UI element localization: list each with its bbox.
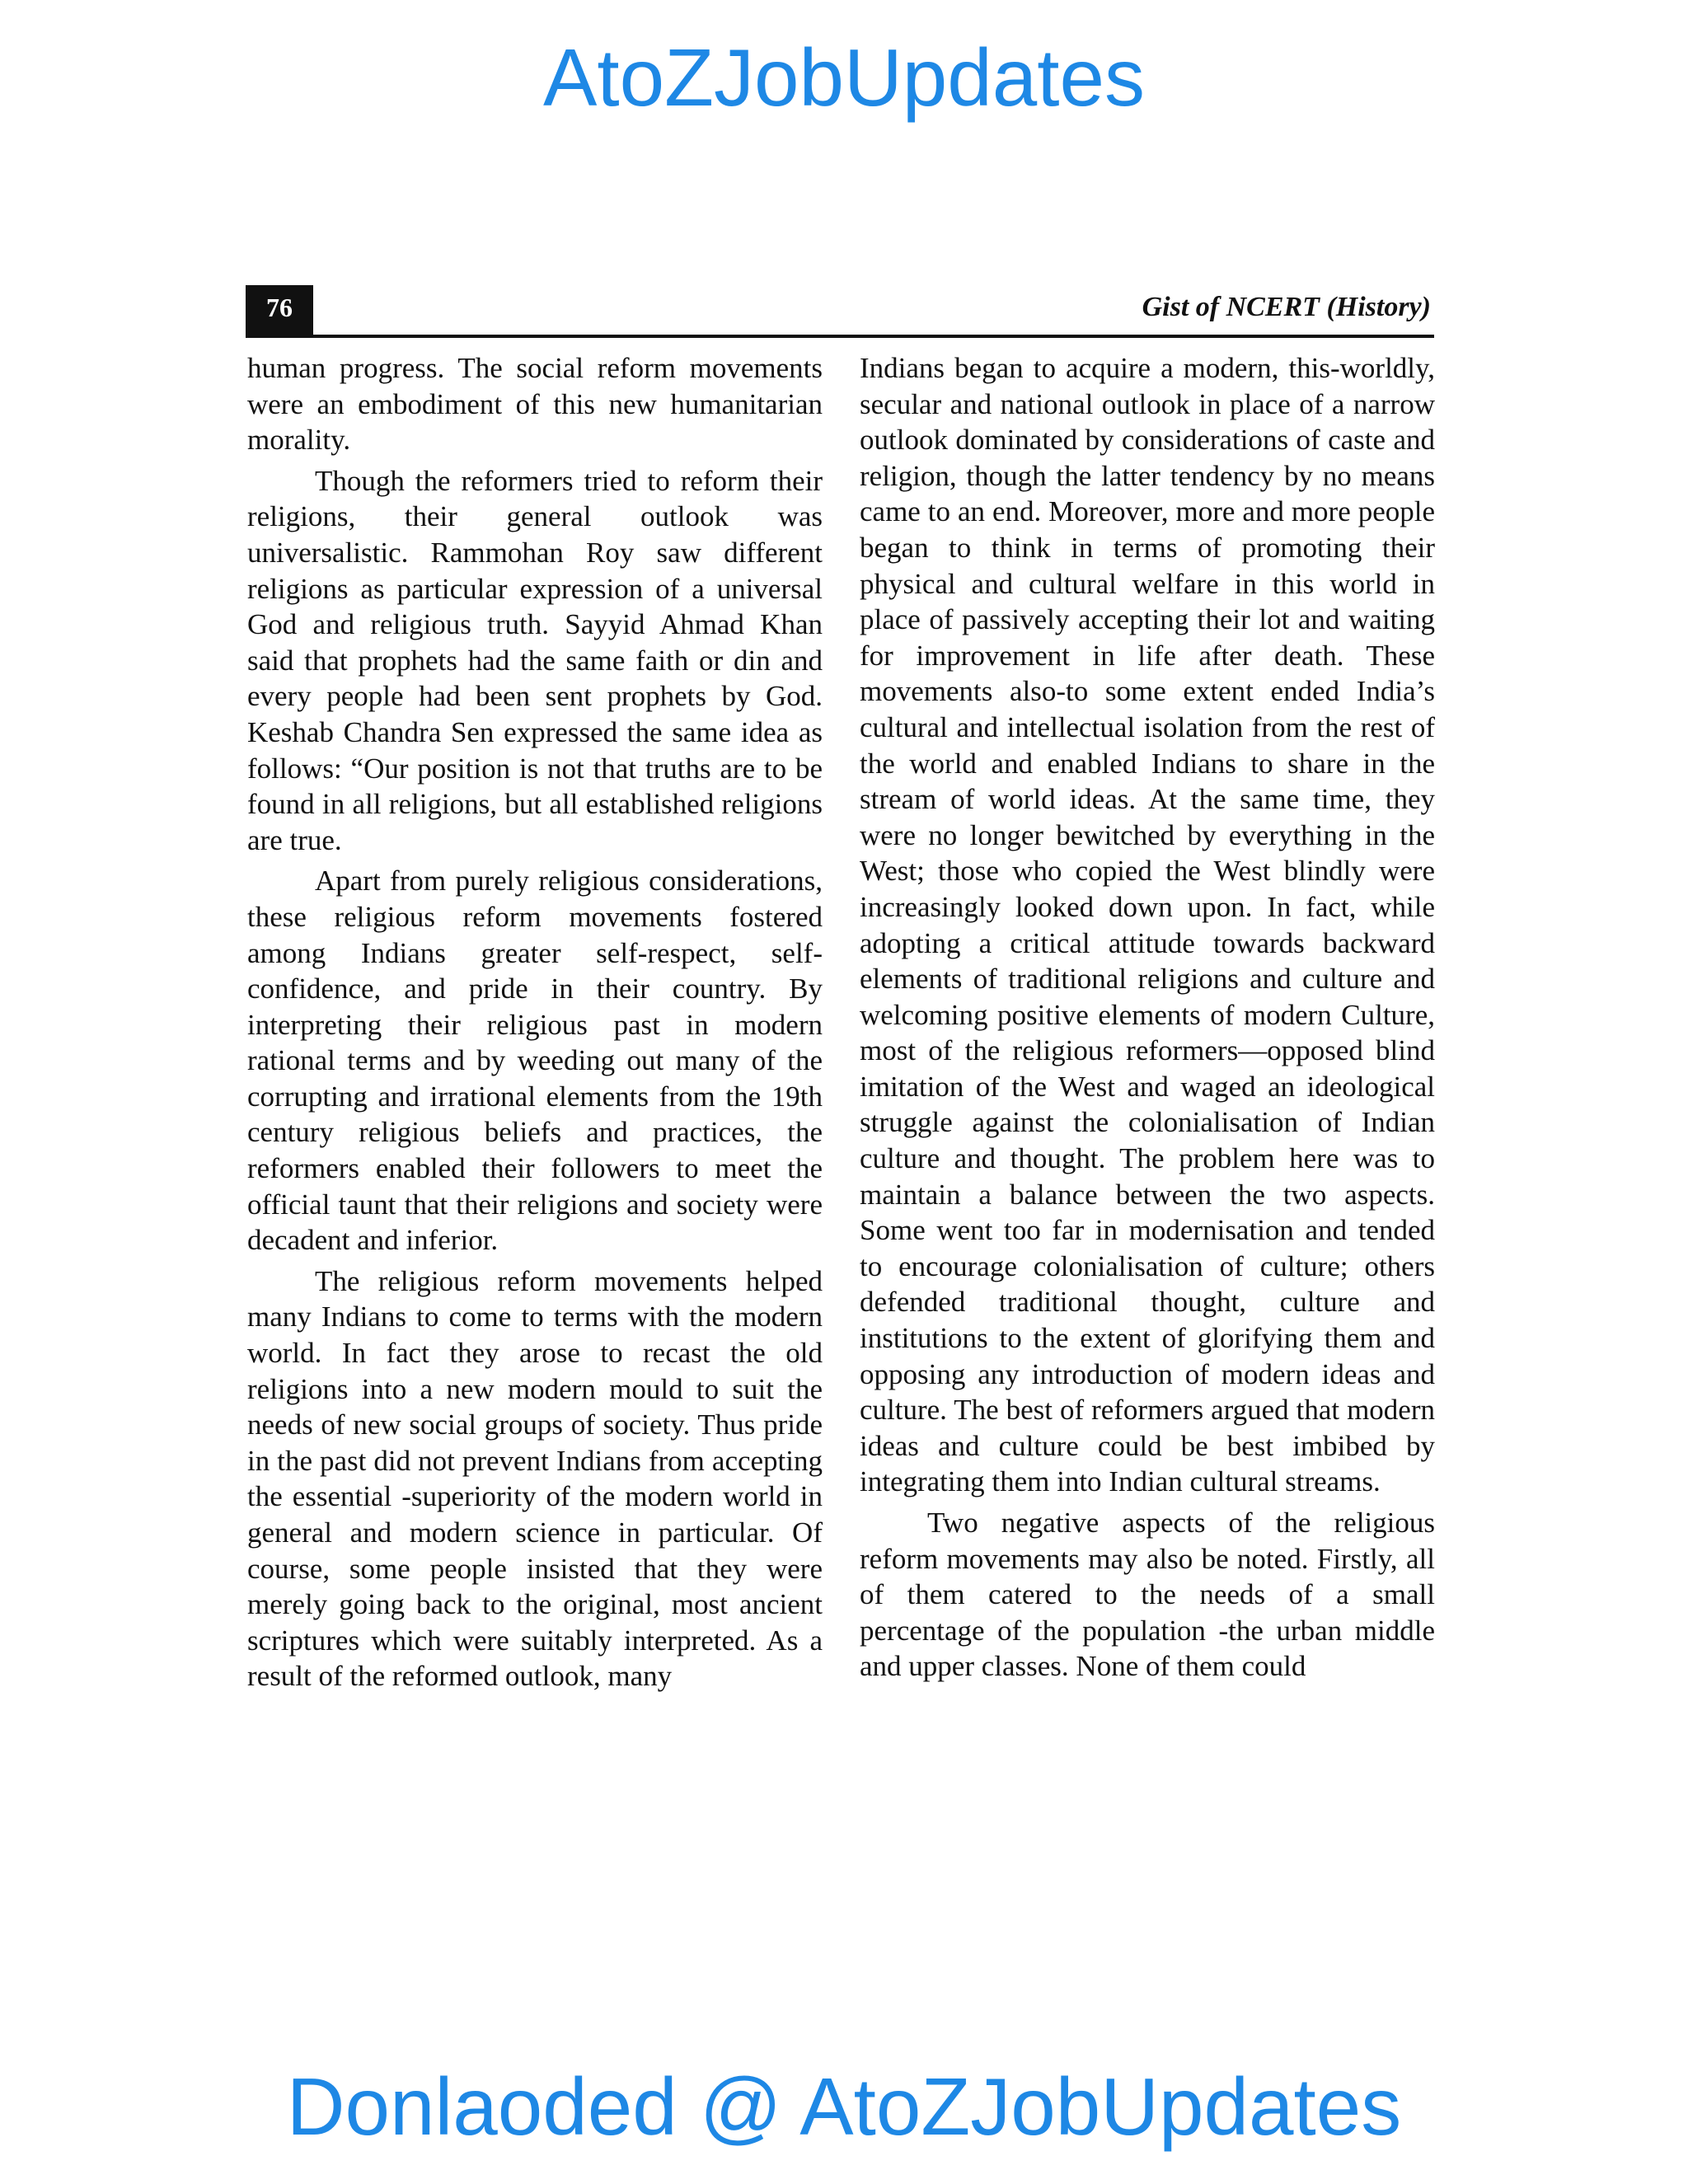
running-title: Gist of NCERT (History) (1142, 292, 1431, 322)
page-number: 76 (246, 285, 313, 335)
paragraph: The religious reform movements helped many Indians to come to terms with the modern world. In fact they arose to recast the old religions into a new modern mould to suit the needs of new social groups of society. Thus pride in the past did not prevent Indians from accepting the essential -superiority of the modern world in general and modern science in particular. Of course, some people insisted that they were merely going back to the original, most ancient scriptures which were suitably interpreted. As a result of the reformed outlook, many (247, 1264, 823, 1693)
page-header (246, 285, 1434, 338)
paragraph: Apart from purely religious considerations, these religious reform movements fostered among Indians greater self-respect, self-confidence, and pride in their country. By interpreting their religious past in modern rational terms and by weeding out many of the corrupting and irrational elements from the 19th century religious beliefs and practices, the reformers enabled their followers to meet the official taunt that their religions and society were decadent and inferior. (247, 865, 823, 1257)
right-column (860, 350, 1435, 1690)
left-column (247, 350, 823, 1699)
paragraph: Though the reformers tried to reform their religions, their general outlook was universalistic. Rammohan Roy saw different religions as particular expression of a universal God and religious truth. Sayyid Ahmad Khan said that prophets had the same faith or din and every people had been sent prophets by God. Keshab Chandra Sen expressed the same idea as follows: “Our position is not that truths are to be found in all religions, but all established religions are true. (247, 464, 823, 856)
paragraph: Two negative aspects of the religious reform movements may also be noted. Firstly, all of them catered to the needs of a small percentage of the population -the urban middle and upper classes. None of them could (860, 1507, 1435, 1683)
watermark-top: AtoZJobUpdates (543, 32, 1145, 123)
paragraph: Indians began to acquire a modern, this-worldly, secular and national outlook in place of a narrow outlook dominated by considerations of caste and religion, though the latter tendency by no means came to an end. Moreover, more and more people began to think in terms of promoting their physical and cultural welfare in this world in place of passively accepting their lot and waiting for improvement in life after death. These movements also-to some extent ended India’s cultural and intellectual isolation from the rest of the world and enabled Indians to share in the stream of world ideas. At the same time, they were no longer bewitched by everything in the West; those who copied the West blindly were increasingly looked down upon. In fact, while adopting a critical attitude towards backward elements of traditional religions and culture and welcoming positive elements of modern Culture, most of the religious reformers—opposed blind imitation of the West and waged an ideological struggle against the colonialisation of Indian culture and thought. The problem here was to maintain a balance between the two aspects. Some went too far in modernisation and tended to encourage colonialisation of culture; others defended traditional thought, culture and institutions to the extent of glorifying them and opposing any introduction of modern ideas and culture. The best of reformers argued that modern ideas and culture could be best imbibed by integrating them into Indian cultural streams. (860, 352, 1435, 1498)
watermark-bottom: Donlaoded @ AtoZJobUpdates (286, 2061, 1402, 2152)
paragraph: human progress. The social reform movements were an embodiment of this new humanitarian morality. (247, 352, 823, 457)
